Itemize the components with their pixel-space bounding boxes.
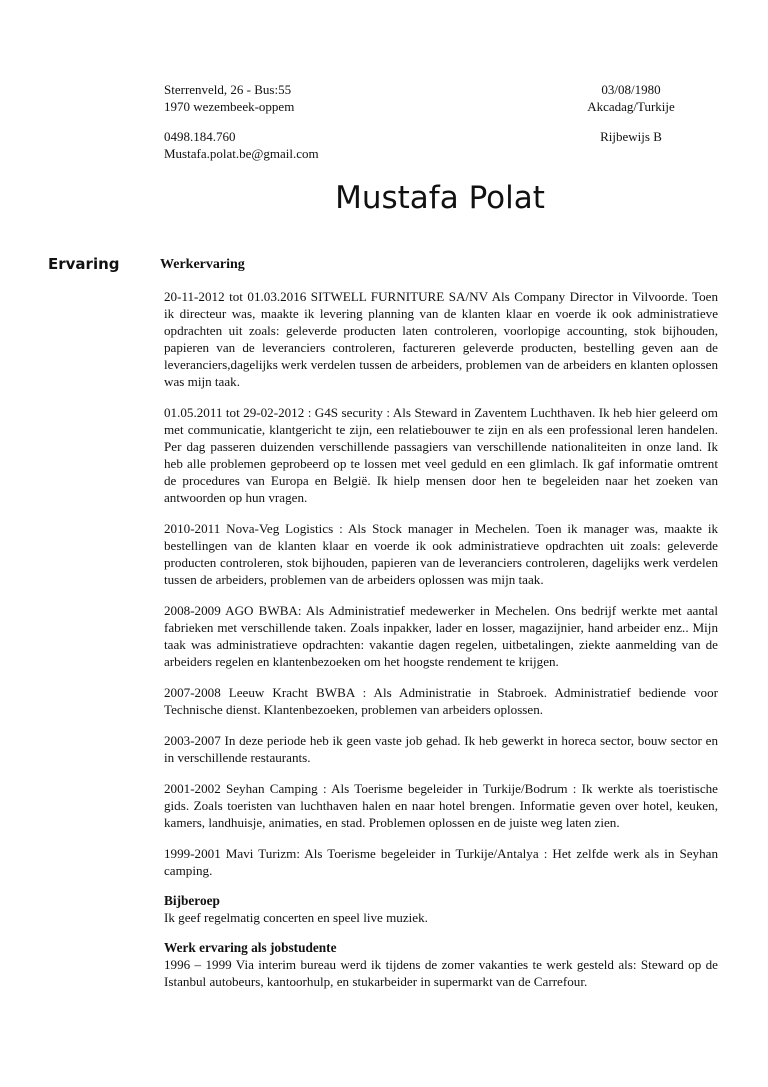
address-line-2: 1970 wezembeek-oppem bbox=[164, 99, 295, 114]
phone-number: 0498.184.760 bbox=[164, 129, 236, 144]
experience-content bbox=[164, 288, 718, 1004]
birth-place: Akcadag/Turkije bbox=[587, 99, 675, 114]
email-address: Mustafa.polat.be@gmail.com bbox=[164, 146, 319, 161]
driving-license: Rijbewijs B bbox=[600, 129, 662, 144]
birth-date: 03/08/1980 bbox=[601, 82, 661, 97]
section-label-experience: Ervaring bbox=[48, 255, 120, 273]
experience-entry-nova-veg: 2010-2011 Nova-Veg Logistics : Als Stock manager in Mechelen. Toen ik manager was, maakte ik bestellingen van de klanten klaar en voerde ik ook administratieve opdrachten uit zoals: geleverde producten controleren, stok bijhouden, papieren van de leveranciers controleren, dagelijks werk verdelen tussen de arbeiders, problemen van de arbeiders oplossen was mijn taak. bbox=[164, 521, 718, 587]
experience-entry-sitwell: 20-11-2012 tot 01.03.2016 SITWELL FURNITURE SA/NV Als Company Director in Vilvoorde. Toen ik directeur was, maakte ik levering planning van de klanten klaar en voerde ik ook administratieve opdrachten uit zoals: geleverde producten laten controleren, voorlopige accounting, stok bijhouden, papieren van de leveranciers controleren, factureren geleverde producten, bestelling geven aan de leveranciers,dagelijks werk verdelen tussen de arbeiders, problemen van de arbeiders en klanten oplossen was mijn taak. bbox=[164, 289, 718, 389]
experience-entry-leeuw-kracht: 2007-2008 Leeuw Kracht BWBA : Als Administratie in Stabroek. Administratief bediende voor Technische dienst. Klantenbezoeken, problemen van arbeiders oplossen. bbox=[164, 685, 718, 717]
experience-entry-seyhan-camping: 2001-2002 Seyhan Camping : Als Toerisme begeleider in Turkije/Bodrum : Ik werkte als toeristische gids. Zoals toeristen van luchthaven halen en naar hotel brengen. Informatie geven over hotel, keuken, kamers, landhuisje, animaties, en stad. Problemen oplossen en de juiste weg laten zien. bbox=[164, 781, 718, 830]
experience-entry-no-fixed-job: 2003-2007 In deze periode heb ik geen vaste job gehad. Ik heb gewerkt in horeca sector, bouw sector en in verschillende restaurants. bbox=[164, 733, 718, 765]
experience-entry-ago: 2008-2009 AGO BWBA: Als Administratief medewerker in Mechelen. Ons bedrijf werkte met aantal fabrieken met verschillende taken. Zoals inpakker, lader en losser, magazijnier, hand arbeider enz.. Mijn taak was administratieve opdrachten: vakantie dagen regelen, uitbetalingen, ziekte aanmelding van de arbeiders regelen en klantenbezoeken om het hoogste rendement te krijgen. bbox=[164, 603, 718, 669]
experience-entry-g4s: 01.05.2011 tot 29-02-2012 : G4S security : Als Steward in Zaventem Luchthaven. Ik heb hier geleerd om met communicatie, klantgericht te zijn, een relatiebouwer te zijn en als een professional leren handelen. Per dag passeren duizenden verschillende passagiers van verschillende nationaliteiten in onze land. Ik heb alle problemen geprobeerd op te lossen met veel geduld en een glimlach. Ik gaf informatie omtrent de procedures van Europa en België. Ik hielp mensen door hen te begeleiden naar het zoeken van antwoorden op hun vragen. bbox=[164, 405, 718, 505]
side-job-text: Ik geef regelmatig concerten en speel live muziek. bbox=[164, 910, 428, 925]
experience-entry-mavi-turizm: 1999-2001 Mavi Turizm: Als Toerisme begeleider in Turkije/Antalya : Het zelfde werk als in Seyhan camping. bbox=[164, 846, 718, 878]
student-work-text: 1996 – 1999 Via interim bureau werd ik tijdens de zomer vakanties te werk gesteld als: Steward op de Istanbul autobeurs, kantoorhulp, en stukarbeider in supermarkt van de Carrefour. bbox=[164, 957, 718, 989]
address-line-1: Sterrenveld, 26 - Bus:55 bbox=[164, 82, 292, 97]
student-work-title: Werk ervaring als jobstudente bbox=[164, 940, 337, 955]
section-heading-work-experience: Werkervaring bbox=[160, 257, 245, 272]
side-job-title: Bijberoep bbox=[164, 893, 220, 908]
person-name: Mustafa Polat bbox=[335, 180, 545, 216]
